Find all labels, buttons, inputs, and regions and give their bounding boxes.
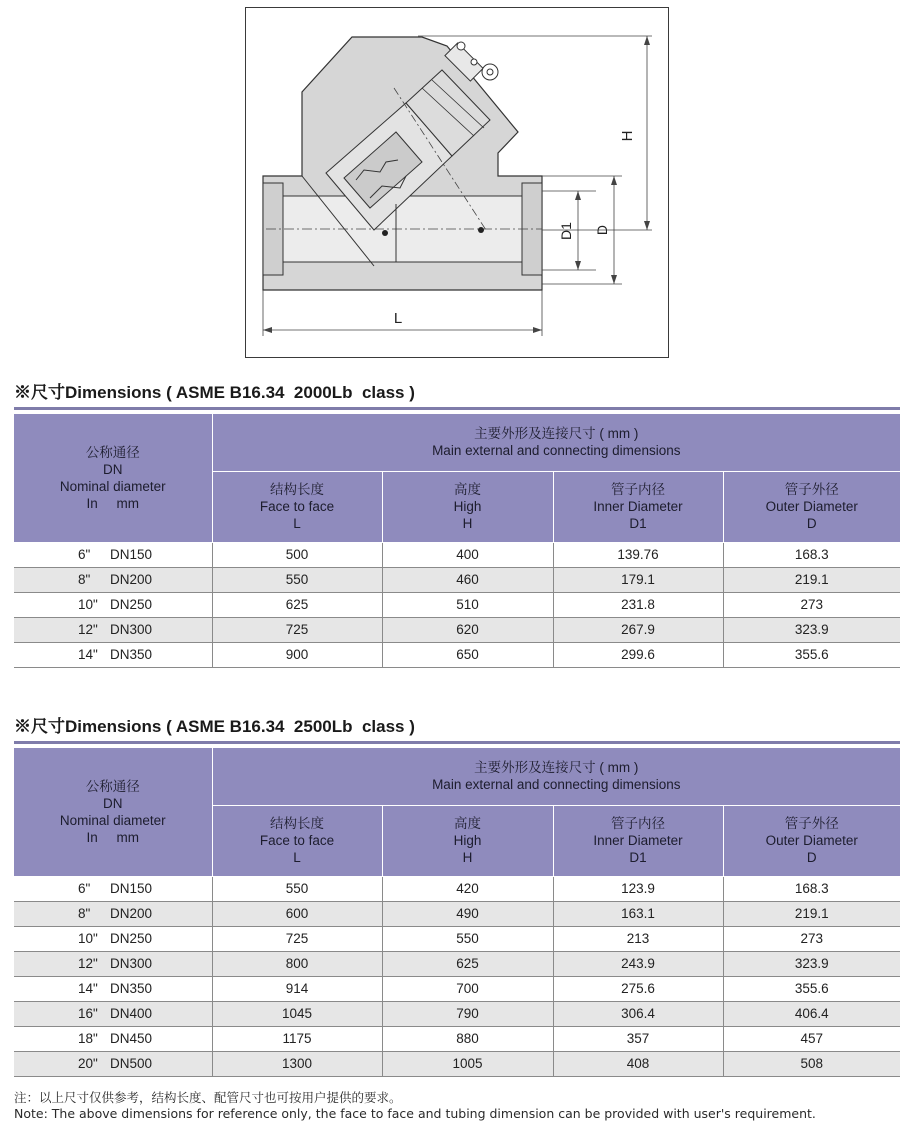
face-to-face-cell: 1175 <box>212 1026 382 1051</box>
height-header: 高度 High H <box>382 805 553 876</box>
section-title-2000lb: ※尺寸Dimensions ( ASME B16.34 2000Lb class ) <box>14 383 415 402</box>
outer-diameter-cell: 219.1 <box>723 567 900 592</box>
size-dn: DN150 <box>110 546 153 562</box>
outer-diameter-cell: 355.6 <box>723 642 900 667</box>
nominal-size-cell <box>14 901 212 926</box>
size-inch: 10" <box>78 930 98 946</box>
size-dn: DN450 <box>110 1030 153 1046</box>
outer-diameter-cell: 219.1 <box>723 901 900 926</box>
table-row <box>14 926 900 951</box>
dimensions-table-2000lb <box>14 414 900 668</box>
face-to-face-cell: 900 <box>212 642 382 667</box>
table-row <box>14 642 900 667</box>
main-dimensions-header: 主要外形及连接尺寸 ( mm ) Main external and connecting dimensions <box>212 748 900 805</box>
nominal-size-cell <box>14 926 212 951</box>
face-to-face-cell: 1045 <box>212 1001 382 1026</box>
nominal-size-cell <box>14 1051 212 1076</box>
note-chinese: 注：以上尺寸仅供参考，结构长度、配管尺寸也可按用户提供的要求。 <box>14 1090 402 1105</box>
table-row <box>14 1001 900 1026</box>
size-dn: DN300 <box>110 955 153 971</box>
face-to-face-cell: 625 <box>212 592 382 617</box>
nominal-size-cell <box>14 542 212 567</box>
size-inch: 12" <box>78 955 98 971</box>
table-row <box>14 542 900 567</box>
dimensions-table-2500lb <box>14 748 900 1077</box>
height-cell: 625 <box>382 951 553 976</box>
section-title-2500lb: ※尺寸Dimensions ( ASME B16.34 2500Lb class ) <box>14 717 415 736</box>
outer-diameter-header: 管子外径 Outer Diameter D <box>723 471 900 542</box>
table-row <box>14 976 900 1001</box>
size-inch: 18" <box>78 1030 98 1046</box>
nominal-size-cell <box>14 592 212 617</box>
outer-diameter-label: D <box>594 224 610 236</box>
nominal-size-cell <box>14 617 212 642</box>
outer-diameter-cell: 168.3 <box>723 542 900 567</box>
face-to-face-cell: 500 <box>212 542 382 567</box>
size-dn: DN150 <box>110 880 153 896</box>
face-to-face-cell: 800 <box>212 951 382 976</box>
height-cell: 420 <box>382 876 553 901</box>
table-row <box>14 617 900 642</box>
inner-diameter-cell: 267.9 <box>553 617 723 642</box>
table-row <box>14 1051 900 1076</box>
size-inch: 10" <box>78 596 98 612</box>
height-cell: 400 <box>382 542 553 567</box>
outer-diameter-cell: 406.4 <box>723 1001 900 1026</box>
size-dn: DN400 <box>110 1005 153 1021</box>
inner-diameter-cell: 243.9 <box>553 951 723 976</box>
face-to-face-cell: 725 <box>212 926 382 951</box>
nominal-size-cell <box>14 951 212 976</box>
inner-diameter-cell: 179.1 <box>553 567 723 592</box>
size-dn: DN300 <box>110 621 153 637</box>
height-cell: 550 <box>382 926 553 951</box>
face-to-face-header: 结构长度 Face to face L <box>212 805 382 876</box>
face-to-face-cell: 1300 <box>212 1051 382 1076</box>
inner-diameter-cell: 139.76 <box>553 542 723 567</box>
size-inch: 6" <box>78 546 91 562</box>
size-dn: DN350 <box>110 646 153 662</box>
nominal-size-cell <box>14 876 212 901</box>
inner-diameter-cell: 123.9 <box>553 876 723 901</box>
table-row <box>14 901 900 926</box>
height-cell: 620 <box>382 617 553 642</box>
inner-diameter-header: 管子内径 Inner Diameter D1 <box>553 805 723 876</box>
height-header: 高度 High H <box>382 471 553 542</box>
size-inch: 14" <box>78 646 98 662</box>
outer-diameter-cell: 508 <box>723 1051 900 1076</box>
nominal-size-cell <box>14 567 212 592</box>
outer-diameter-cell: 355.6 <box>723 976 900 1001</box>
face-to-face-cell: 914 <box>212 976 382 1001</box>
height-cell: 490 <box>382 901 553 926</box>
size-inch: 20" <box>78 1055 98 1071</box>
table-row <box>14 567 900 592</box>
inner-diameter-cell: 163.1 <box>553 901 723 926</box>
size-inch: 8" <box>78 571 91 587</box>
height-cell: 700 <box>382 976 553 1001</box>
inner-diameter-cell: 299.6 <box>553 642 723 667</box>
size-dn: DN500 <box>110 1055 153 1071</box>
note-english: Note: The above dimensions for reference only, the face to face and tubing dimension can be provided with user's requirement. <box>14 1106 816 1121</box>
face-to-face-cell: 725 <box>212 617 382 642</box>
face-to-face-cell: 550 <box>212 876 382 901</box>
table-row <box>14 876 900 901</box>
inner-diameter-label: D1 <box>558 222 574 240</box>
outer-diameter-cell: 273 <box>723 926 900 951</box>
outer-diameter-cell: 168.3 <box>723 876 900 901</box>
face-to-face-cell: 550 <box>212 567 382 592</box>
outer-diameter-cell: 457 <box>723 1026 900 1051</box>
inner-diameter-cell: 213 <box>553 926 723 951</box>
nominal-size-cell <box>14 642 212 667</box>
length-label: L <box>393 310 403 327</box>
size-inch: 12" <box>78 621 98 637</box>
height-cell: 510 <box>382 592 553 617</box>
nominal-diameter-header: 公称通径 DN Nominal diameter In mm <box>14 414 212 542</box>
height-cell: 460 <box>382 567 553 592</box>
inner-diameter-cell: 306.4 <box>553 1001 723 1026</box>
inner-diameter-cell: 231.8 <box>553 592 723 617</box>
size-inch: 6" <box>78 880 91 896</box>
size-dn: DN250 <box>110 930 153 946</box>
nominal-size-cell <box>14 1026 212 1051</box>
height-label: H <box>619 130 636 142</box>
height-cell: 650 <box>382 642 553 667</box>
height-cell: 1005 <box>382 1051 553 1076</box>
size-dn: DN350 <box>110 980 153 996</box>
face-to-face-cell: 600 <box>212 901 382 926</box>
nominal-diameter-header: 公称通径 DN Nominal diameter In mm <box>14 748 212 876</box>
height-cell: 880 <box>382 1026 553 1051</box>
table-row <box>14 592 900 617</box>
main-dimensions-header: 主要外形及连接尺寸 ( mm ) Main external and connecting dimensions <box>212 414 900 471</box>
outer-diameter-cell: 323.9 <box>723 617 900 642</box>
nominal-size-cell <box>14 976 212 1001</box>
inner-diameter-header: 管子内径 Inner Diameter D1 <box>553 471 723 542</box>
size-dn: DN200 <box>110 905 153 921</box>
size-dn: DN200 <box>110 571 153 587</box>
face-to-face-header: 结构长度 Face to face L <box>212 471 382 542</box>
inner-diameter-cell: 357 <box>553 1026 723 1051</box>
nominal-size-cell <box>14 1001 212 1026</box>
size-inch: 8" <box>78 905 91 921</box>
section-rule <box>14 407 900 410</box>
size-inch: 16" <box>78 1005 98 1021</box>
section-rule <box>14 741 900 744</box>
valve-drawing <box>245 7 669 358</box>
table-row <box>14 1026 900 1051</box>
size-dn: DN250 <box>110 596 153 612</box>
outer-diameter-header: 管子外径 Outer Diameter D <box>723 805 900 876</box>
outer-diameter-cell: 273 <box>723 592 900 617</box>
height-cell: 790 <box>382 1001 553 1026</box>
table-row <box>14 951 900 976</box>
size-inch: 14" <box>78 980 98 996</box>
inner-diameter-cell: 408 <box>553 1051 723 1076</box>
outer-diameter-cell: 323.9 <box>723 951 900 976</box>
inner-diameter-cell: 275.6 <box>553 976 723 1001</box>
